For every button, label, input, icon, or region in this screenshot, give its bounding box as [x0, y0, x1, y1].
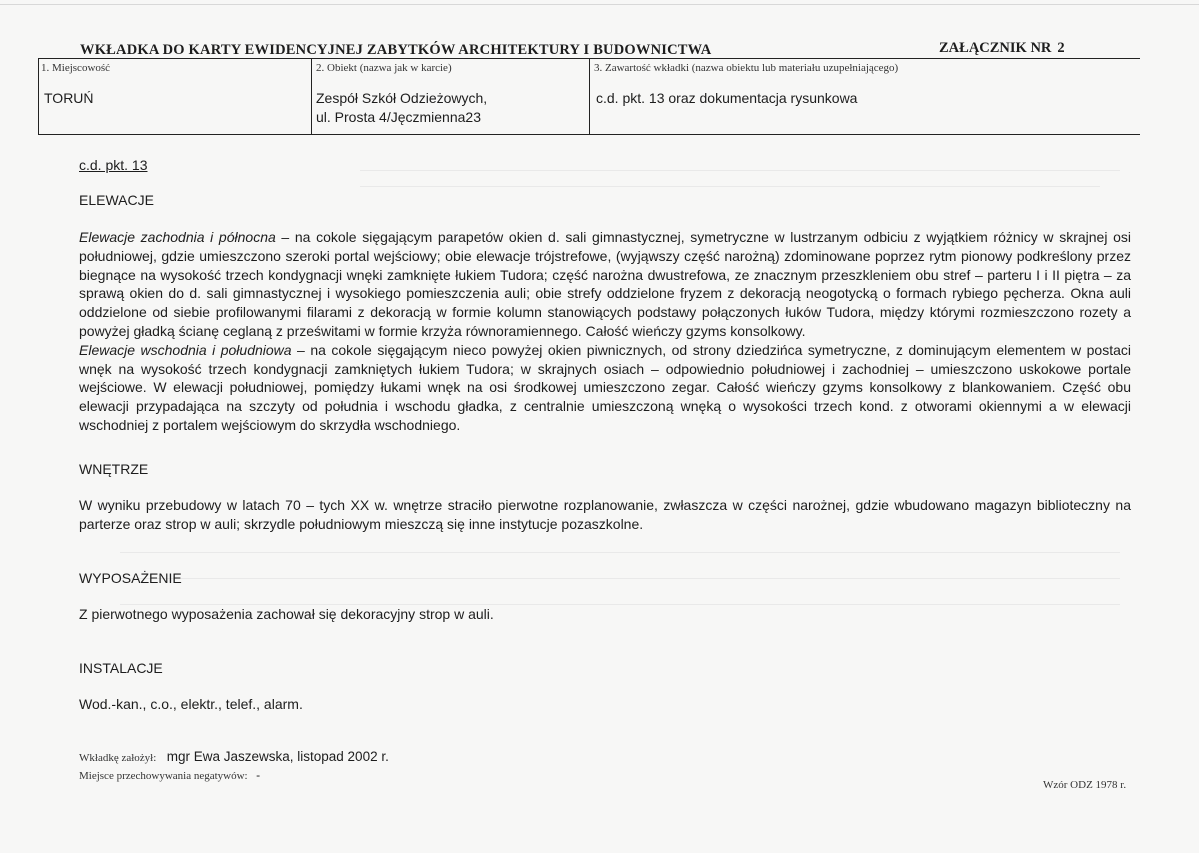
top-edge-line: [0, 4, 1199, 5]
interior-heading: WNĘTRZE: [79, 461, 149, 477]
elevation-east-south-title: Elewacje wschodnia i południowa: [79, 341, 292, 358]
show-through-line: [360, 170, 1120, 171]
negatives-value: -: [256, 768, 261, 782]
content-field-label: 3. Zawartość wkładki (nazwa obiektu lub materiału uzupełniającego): [594, 62, 899, 74]
grid-divider-2: [589, 58, 590, 135]
object-field-value-line1: Zespół Szkół Odzieżowych,: [316, 90, 488, 106]
author-line: [79, 748, 389, 766]
show-through-line: [360, 186, 1100, 187]
negatives-line: [79, 766, 260, 784]
installations-paragraph: Wod.-kan., c.o., elektr., telef., alarm.: [79, 696, 303, 712]
grid-border-left: [38, 58, 39, 135]
elevations-heading: ELEWACJE: [79, 192, 154, 208]
show-through-line: [120, 552, 1120, 553]
grid-divider-1: [311, 58, 312, 135]
equipment-heading: WYPOSAŻENIE: [79, 570, 182, 586]
object-field-value-line2: ul. Prosta 4/Jęczmienna23: [316, 109, 481, 125]
annex-number: 2: [1057, 40, 1065, 56]
elevations-paragraph: [79, 228, 1131, 435]
author-label: Wkładkę założył:: [79, 752, 157, 764]
place-field-label: 1. Miejscowość: [41, 62, 111, 74]
show-through-line: [120, 578, 1120, 579]
author-value: mgr Ewa Jaszewska, listopad 2002 r.: [166, 749, 389, 764]
object-field-label: 2. Obiekt (nazwa jak w karcie): [316, 62, 452, 74]
annex-label-text: ZAŁĄCZNIK NR: [939, 40, 1052, 56]
annex-label: [939, 40, 1065, 57]
equipment-paragraph: Z pierwotnego wyposażenia zachował się dekoracyjny strop w auli.: [79, 606, 494, 622]
installations-heading: INSTALACJE: [79, 660, 163, 676]
form-title: WKŁADKA DO KARTY EWIDENCYJNEJ ZABYTKÓW ARCHITEKTURY I BUDOWNICTWA: [80, 42, 712, 58]
elevation-east-south-text: – na cokole sięgającym nieco powyżej okien piwnicznych, od strony dziedzińca symetryczne, z dominującym elementem w postaci wnęk na wysokość trzech kondygnacji zamkniętych łukiem Tudora; w skrajnych osiach – odpowiednio południowej i zachodniej – umieszczono uskokowe portale wejściowe. W elewacji południowej, pomiędzy łukami wnęk na osi środkowej umieszczono zegar. Całość wieńczy gzyms konsolkowy z blankowaniem. Część obu elewacji przypadająca na szczyty od południa i wschodu gładka, z centralnie umieszczoną wnęką o wysokości trzech kond. z otworami okiennymi a w elewacji wschodniej z portalem wejściowym do skrzydła wschodniego.: [79, 341, 1132, 433]
elevation-west-north-title: Elewacje zachodnia i północna: [79, 229, 276, 245]
template-note: Wzór ODZ 1978 r.: [1043, 779, 1127, 791]
interior-paragraph: W wyniku przebudowy w latach 70 – tych XX w. wnętrze straciło pierwotne rozplanowanie, zwłaszcza w części narożnej, gdzie wbudowano magazyn biblioteczny na parterze oraz strop w auli; skrzydle południowym mieszczą się inne instytucje pozaszkolne.: [79, 497, 1131, 532]
content-field-value: c.d. pkt. 13 oraz dokumentacja rysunkowa: [596, 90, 858, 106]
elevation-west-north-text: – na cokole sięgającym parapetów okien d. sali gimnastycznej, symetryczne w lustrzanym odbiciu z wyjątkiem różnicy w skrajnej osi południowej, gdzie umieszczono szeroki portal wejściowy; obie elewacje trójstrefowe, (wyjąwszy część narożną) zdominowane poprzez rytm pionowy podkreślony przez biegnące na wysokość trzech kondygnacji wnęki zamknięte łukiem Tudora; część narożna dwustrefowa, ze znacznym przeszkleniem obu stref – parteru I i II piętra – za sprawą okien do d. sali gimnastycznej i wysokiego pomieszczenia auli; obie strefy oddzielone fryzem z dekoracją neogotycką o formach rybiego pęcherza. Okna auli oddzielone od siebie profilowanymi filarami z dekoracją w formie kolumn stanowiących podstawy połączonych łuków Tudora, między którymi rozmieszczono rozety a powyżej gładką ścianę ceglaną z prześwitami w formie krzyża równoramiennego. Całość wieńczy gzyms konsolkowy.: [79, 229, 1131, 339]
negatives-label: Miejsce przechowywania negatywów:: [79, 770, 248, 782]
continuation-reference: c.d. pkt. 13: [79, 157, 148, 173]
place-field-value: TORUŃ: [44, 90, 94, 106]
